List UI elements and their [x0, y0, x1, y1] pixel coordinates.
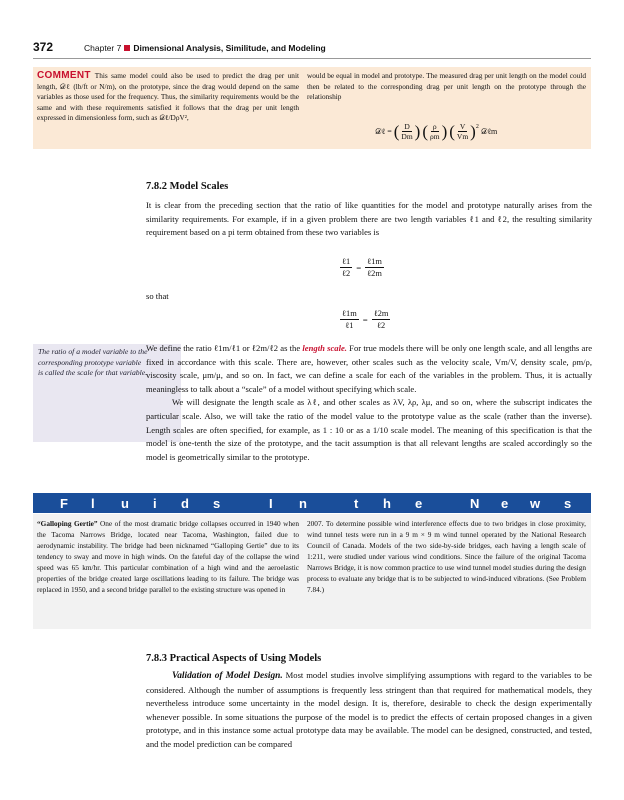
comment-left-text: This same model could also be used to predict the drag per unit length, 𝒟ℓ (lb/ft or N/m), on the prototype, since the drag would depend on the same variables as those used for the frequency. Thus, the similarity requirements would be the same and with these requirements satisfied it follows that the drag per unit length expressed in dimensionless form, such as 𝒟ℓ/DρV²,: [37, 71, 299, 123]
eq-fraction-length: $\frac{D}{Dm}$: [401, 122, 413, 141]
eq-fraction-velocity: $\frac{V}{Vm}$: [456, 122, 469, 141]
paragraph-validation: Validation of Model Design. Most model studies involve simplifying assumptions with regard to the variables to be considered. Although the number of assumptions is frequently less stringent than that required for mathematical models, they nevertheless introduce some uncertainty in the model design. It is, therefore, desirable to check the design experimentally whenever possible. In some situations the purpose of the model is to predict the effects of certain proposed changes in a given prototype, and in this instance some actual prototype data may be available. The model can be designed, constructed, and tested, and the model prediction can be compared: [146, 670, 592, 749]
paragraph-length-scale: We define the ratio ℓ1m/ℓ1 or ℓ2m/ℓ2 as the length scale. For true models there will be only one length scale, and all lengths are fixed in accordance with this scale. There are, however, other scales such as the velocity scale, Vm/V, density scale, ρm/ρ, viscosity scale, μm/μ, and so on. In fact, we can define a scale for each of the variables in the problem. Thus, it is actually meaningless to talk about a “scale” of a model without specifying which scale. We will designate the length scale as λℓ, and other scales as λV, λρ, λμ, and so on, where the subscript indicates the particular scale. Also, we will take the ratio of the model value to the prototype value as the scale (rather than the inverse). Length scales are often specified, for example, as 1 : 10 or as a 1/10 scale model. The meaning of this specification is that the model is one-tenth the size of the prototype, and the tacit assumption is that all relevant lengths are scaled accordingly so the model is geometrically similar to the prototype.: [146, 343, 593, 462]
chapter-label: Chapter 7: [84, 43, 122, 53]
runin-heading-validation: Validation of Model Design.: [172, 671, 283, 681]
page-number: 372: [33, 40, 54, 54]
paragraph-designation: We will designate the length scale as λℓ, and other scales as λV, λρ, λμ, and so on, where the subscript indicates the particular scale. Also, we will take the ratio of the model value to the prototype value as the scale (rather than the inverse). Length scales are often specified, for example, as 1 : 10 or as a 1/10 scale model. The meaning of this specification is that the model is one-tenth the size of the prototype, and the tacit assumption is that all relevant lengths are scaled accordingly so the model is geometrically similar to the prototype.: [146, 397, 592, 462]
equation-length-scale: $\frac{\text{ℓ1m}}{\text{ℓ1}}$ = $\frac{\text{ℓ2m}}{\text{ℓ2}}$: [342, 309, 389, 330]
eq-lhs: 𝒟ℓ =: [375, 126, 392, 136]
eq-tail: 𝒟ℓm: [480, 126, 498, 136]
comment-left-column: [37, 71, 299, 124]
drag-relationship-equation: 𝒟ℓ = ( $\frac{D}{Dm}$ ) ( $\frac{\rho}{\rho m}$ ) ( $\frac{V}{Vm}$ ) $^2$ 𝒟ℓm: [375, 122, 498, 141]
equation-length-ratio: $\frac{\text{ℓ1}}{\text{ℓ2}}$ = $\frac{\text{ℓ1m}}{\text{ℓ2m}}$: [342, 257, 382, 278]
comment-right-column: [307, 71, 586, 103]
comment-right-text: would be equal in model and prototype. The measured drag per unit length on the model could then be related to the corresponding drag per unit length on the prototype through the relationship: [307, 71, 586, 102]
news-right-column: 2007. To determine possible wind interference effects due to two bridges in close proximity, wind tunnel tests were run in a 9 m × 9 m wind tunnel operated by the National Research Council of Canada. Models of the two side-by-side bridges, each having a length scale of 1:211, were studied under various wind conditions. Since the failure of the original Tacoma Narrows Bridge, it is now common practice to use wind tunnel model studies during the design process to evaluate any bridge that is to be subjected to wind-induced vibrations. (See Problem 7.84.): [307, 519, 586, 594]
header-rule: [33, 58, 591, 59]
fluids-in-the-news-title: F l u i d s I n t h e N e w s: [60, 496, 572, 511]
length-scale-term: length scale.: [302, 343, 347, 353]
comment-label: COMMENT: [37, 70, 91, 81]
section-title-model-scales: 7.8.2 Model Scales: [146, 181, 229, 192]
section-title-practical-aspects: 7.8.3 Practical Aspects of Using Models: [146, 653, 322, 664]
eq-fraction-density: $\frac{\rho}{\rho m}$: [430, 122, 440, 141]
chapter-title: Dimensional Analysis, Similitude, and Modeling: [133, 43, 326, 53]
news-left-column: “Galloping Gertie” One of the most dramatic bridge collapses occurred in 1940 when the Tacoma Narrows Bridge, located near Tacoma, Washington, failed due to aerodynamic instability. The bridge had been nicknamed “Galloping Gertie” due to its tendency to sway and move in high winds. On the fateful day of the collapse the wind speed was 65 km/hr. This particular combination of a high wind and the aeroelastic properties of the bridge created large oscillations leading to its failure. The bridge was replaced in 1950, and a second bridge parallel to the existing structure was opened in: [37, 519, 299, 594]
news-headline: “Galloping Gertie”: [37, 519, 98, 528]
paragraph-intro: It is clear from the preceding section that the ratio of like quantities for the model and prototype naturally arises from the similarity requirements. For example, if in a given problem there are two length variables ℓ1 and ℓ2, the resulting similarity requirement based on a pi term obtained from these two variables is: [146, 200, 592, 238]
square-bullet-icon: [124, 45, 130, 51]
margin-note-text: The ratio of a model variable to the corresponding prototype variable is called the scale for that variable.: [38, 347, 148, 378]
running-header: [84, 43, 326, 53]
text-so-that: so that: [146, 291, 169, 301]
